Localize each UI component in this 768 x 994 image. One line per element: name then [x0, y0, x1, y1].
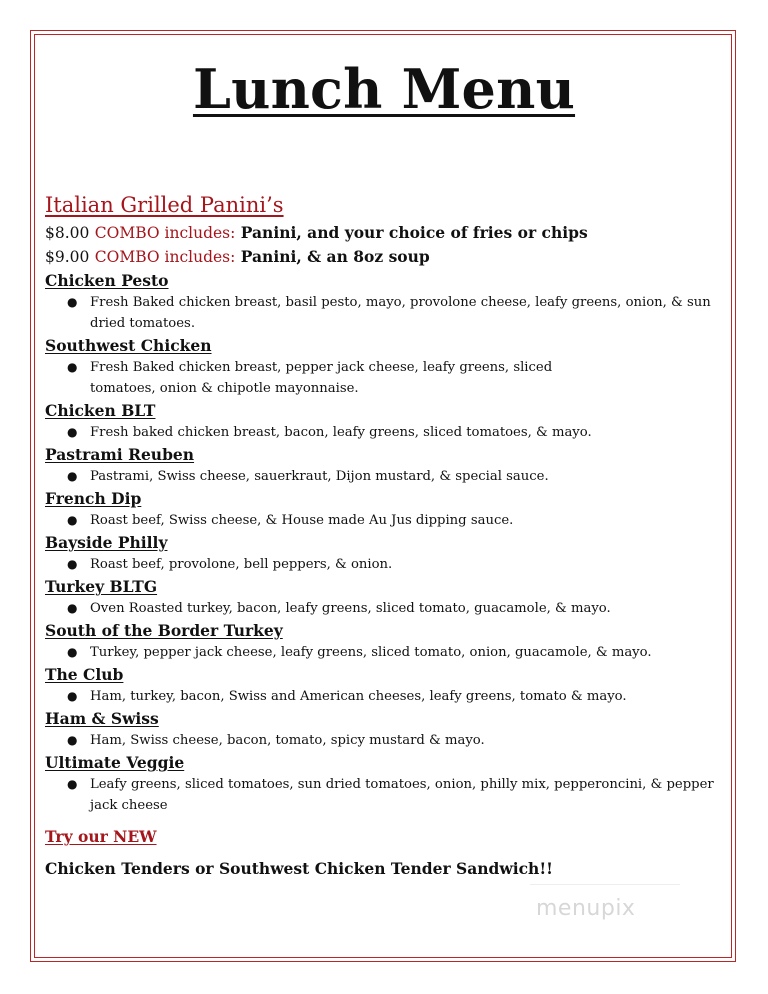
- item-description: ● Roast beef, provolone, bell peppers, & onion.: [45, 554, 730, 575]
- combo-line-2: [45, 245, 735, 269]
- menu-item-pastrami-reuben: [45, 444, 735, 487]
- item-name: South of the Border Turkey: [45, 621, 283, 640]
- promo-text: Chicken Tenders or Southwest Chicken Tender Sandwich!!: [45, 859, 553, 878]
- bullet-icon: ●: [67, 360, 78, 374]
- item-name: The Club: [45, 665, 124, 684]
- item-description: ● Leafy greens, sliced tomatoes, sun dried tomatoes, onion, philly mix, pepperoncini, & pepper jack cheese: [45, 774, 730, 816]
- bullet-icon: ●: [67, 295, 78, 309]
- bullet-icon: ●: [67, 689, 78, 703]
- combo-text: Panini, & an 8oz soup: [235, 247, 430, 266]
- menu-item-south-of-the-border-turkey: [45, 620, 735, 663]
- watermark-divider: [530, 884, 680, 885]
- item-description: ● Fresh Baked chicken breast, basil pesto, mayo, provolone cheese, leafy greens, onion, & sun dried tomatoes.: [45, 292, 730, 334]
- menu-content: [45, 192, 735, 880]
- bullet-icon: ●: [67, 469, 78, 483]
- item-description: ● Ham, Swiss cheese, bacon, tomato, spicy mustard & mayo.: [45, 730, 730, 751]
- item-name: Pastrami Reuben: [45, 445, 195, 464]
- combo-price: $8.00: [45, 224, 90, 242]
- item-name: Ham & Swiss: [45, 709, 159, 728]
- menu-item-ultimate-veggie: [45, 752, 735, 816]
- watermark-logo: menupix: [536, 896, 636, 921]
- bullet-icon: ●: [67, 733, 78, 747]
- bullet-icon: ●: [67, 777, 78, 791]
- bullet-icon: ●: [67, 645, 78, 659]
- item-description: ● Roast beef, Swiss cheese, & House made Au Jus dipping sauce.: [45, 510, 730, 531]
- item-description: ● Oven Roasted turkey, bacon, leafy greens, sliced tomato, guacamole, & mayo.: [45, 598, 730, 619]
- menu-item-bayside-philly: [45, 532, 735, 575]
- menu-item-the-club: [45, 664, 735, 707]
- item-name: Southwest Chicken: [45, 336, 212, 355]
- item-description: ● Fresh baked chicken breast, bacon, leafy greens, sliced tomatoes, & mayo.: [45, 422, 730, 443]
- section-title: Italian Grilled Panini’s: [45, 193, 284, 217]
- item-description: ● Ham, turkey, bacon, Swiss and American cheeses, leafy greens, tomato & mayo.: [45, 686, 730, 707]
- item-name: Bayside Philly: [45, 533, 168, 552]
- item-name: Chicken BLT: [45, 401, 156, 420]
- menu-item-chicken-pesto: [45, 270, 735, 334]
- item-description: ● Pastrami, Swiss cheese, sauerkraut, Dijon mustard, & special sauce.: [45, 466, 730, 487]
- item-name: Turkey BLTG: [45, 577, 158, 596]
- bullet-icon: ●: [67, 513, 78, 527]
- item-name: Ultimate Veggie: [45, 753, 185, 772]
- menu-item-ham-and-swiss: [45, 708, 735, 751]
- menu-item-turkey-bltg: [45, 576, 735, 619]
- combo-text: Panini, and your choice of fries or chips: [235, 223, 588, 242]
- bullet-icon: ●: [67, 557, 78, 571]
- bullet-icon: ●: [67, 425, 78, 439]
- item-name: Chicken Pesto: [45, 271, 169, 290]
- menu-item-southwest-chicken: [45, 335, 735, 399]
- bullet-icon: ●: [67, 601, 78, 615]
- combo-line-1: [45, 221, 735, 245]
- page-title: Lunch Menu: [192, 57, 576, 121]
- item-description: ● Fresh Baked chicken breast, pepper jack cheese, leafy greens, sliced tomatoes, onion & chipotle mayonnaise.: [45, 357, 620, 399]
- item-description: ● Turkey, pepper jack cheese, leafy greens, sliced tomato, onion, guacamole, & mayo.: [45, 642, 730, 663]
- menu-item-french-dip: [45, 488, 735, 531]
- combo-label: COMBO includes:: [94, 224, 236, 242]
- try-new-heading: Try our NEW: [45, 827, 157, 846]
- menu-item-chicken-blt: [45, 400, 735, 443]
- combo-price: $9.00: [45, 248, 90, 266]
- combo-label: COMBO includes:: [94, 248, 236, 266]
- item-name: French Dip: [45, 489, 142, 508]
